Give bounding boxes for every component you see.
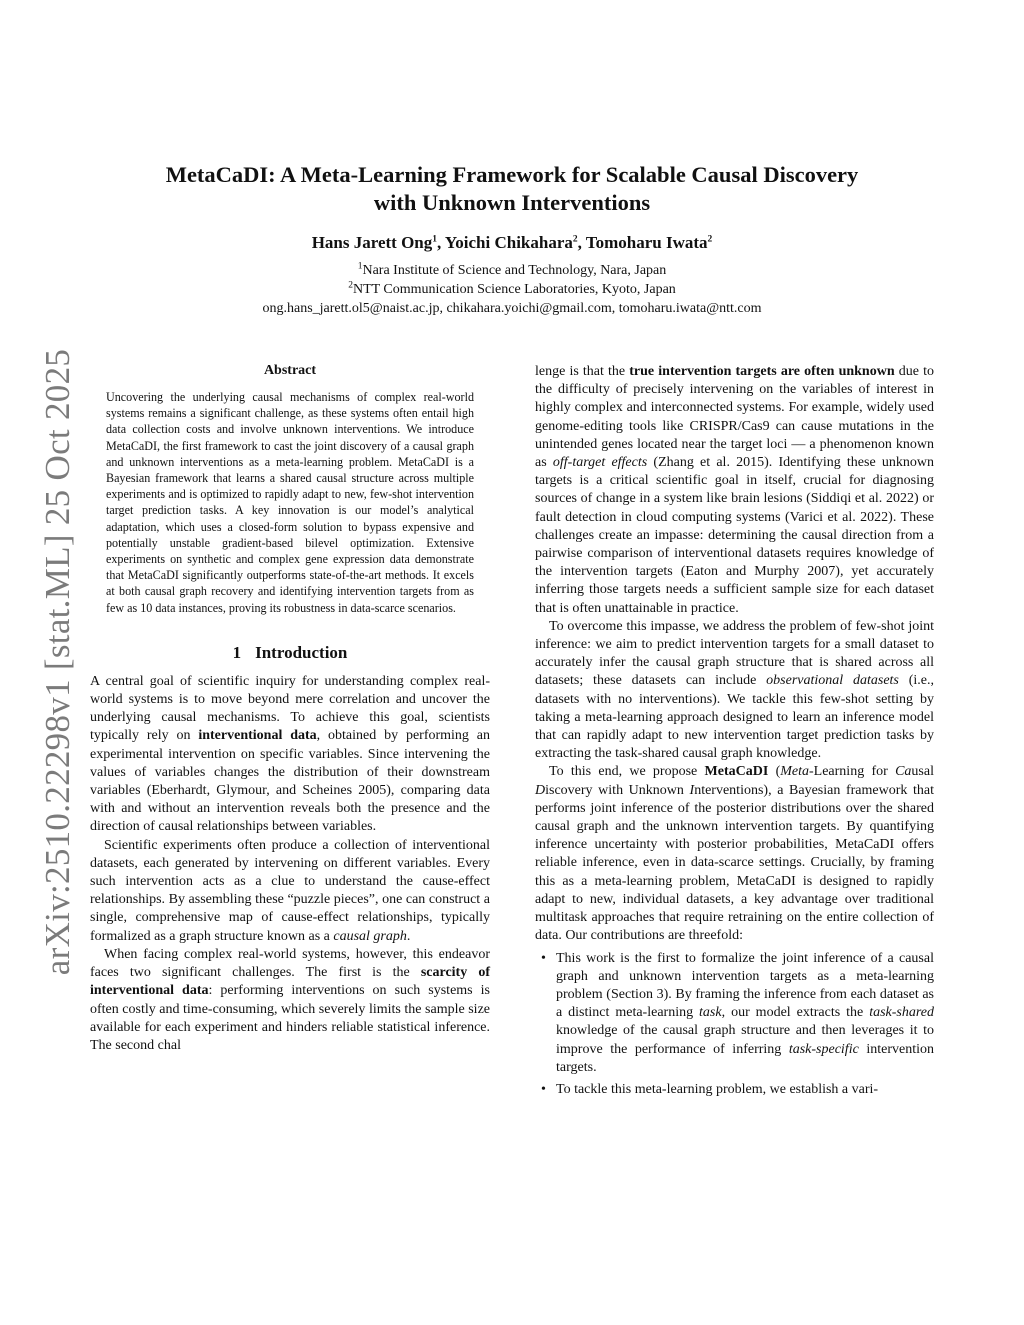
text-run: .: [406, 928, 411, 944]
text-run: usal: [911, 764, 934, 780]
text-run: This work is the first to formalize the joint inference of a causal graph and unknown intervention targets as a meta-learning problem (Section 3). By framing the inference from each dataset as a distinct meta-learning: [556, 950, 934, 1021]
section-number: 1: [232, 642, 242, 662]
author-emails: ong.hans_jarett.ol5@naist.ac.jp, chikahara.yoichi@gmail.com, tomoharu.iwata@ntt.com: [262, 301, 762, 316]
arxiv-identifier-stamp: arXiv:2510.22298v1 [stat.ML] 25 Oct 2025: [38, 348, 77, 976]
author-list: [120, 233, 904, 253]
paper-title-line-2: with Unknown Interventions: [373, 190, 651, 215]
list-item: [556, 1081, 934, 1099]
affiliation-line: [120, 280, 904, 299]
paragraph-continuation: [535, 363, 934, 618]
text-run: (: [768, 764, 781, 780]
text-run: To tackle this meta-learning problem, we establish a vari-: [556, 1081, 879, 1097]
abstract-heading: Abstract: [263, 363, 317, 378]
text-run: (Zhang et al. 2015). Identifying these unknown targets is a critical scientific goal in itself, crucial for diagnosing sources of change in a system like brain lesions (Siddiqi et al. 2022) or fault detection in cloud computing systems (Varici et al. 2022). These challenges create an impasse: determining the causal direction from a pairwise comparison of interventional datasets requires knowledge of the intervention targets (Eaton and Murphy 2007), yet accurately inferring those targets needs a sufficient sample size for each dataset that is often unattainable in practice.: [535, 455, 934, 616]
text-run: lenge is that the: [535, 364, 630, 379]
affiliation-line: [120, 261, 904, 280]
author-name: Yoichi Chikahara: [444, 233, 573, 252]
author-affiliation-mark: 2: [707, 234, 713, 245]
paragraph: [90, 946, 490, 1055]
text-run: A central goal of scientific inquiry for understanding complex real-world systems is to move beyond mere correlation and uncover the underlying causal mechanisms. To achieve this goal, scientists typically rely on: [90, 673, 490, 744]
bold-term: scarcity of interventional data: [90, 965, 490, 999]
affiliation-text: Nara Institute of Science and Technology, Nara, Japan: [362, 263, 667, 278]
introduction-body-left: [90, 673, 490, 1055]
list-item: [556, 950, 934, 1077]
paragraph: [90, 673, 490, 837]
italic-term: Meta: [780, 764, 809, 780]
author-affiliation-mark: 1: [432, 234, 438, 245]
affiliation-mark: 1: [357, 261, 363, 272]
italic-term: I: [689, 782, 695, 798]
text-run: intervention targets.: [556, 1041, 934, 1075]
right-column: [535, 363, 934, 1099]
affiliation-block: [120, 261, 904, 318]
affiliation-mark: 2: [348, 280, 353, 291]
affiliation-text: NTT Communication Science Laboratories, Kyoto, Japan: [352, 282, 676, 297]
italic-term: observational datasets: [766, 673, 899, 689]
text-run: , our model extracts the: [721, 1005, 870, 1021]
bold-term: true intervention targets are often unknown: [629, 364, 895, 379]
left-column: [90, 363, 490, 1055]
author-separator: ,: [437, 233, 445, 252]
text-run: To overcome this impasse, we address the problem of few-shot joint inference: we aim to predict intervention targets for a small dataset to accurately infer the causal graph structure that is shared across all datasets; these datasets can include: [535, 618, 934, 689]
italic-term: task: [699, 1005, 722, 1021]
paragraph: [535, 763, 934, 945]
paper-title: [120, 161, 904, 217]
italic-term: task-specific: [788, 1041, 859, 1057]
author-affiliation-mark: 2: [572, 234, 578, 245]
text-run: due to the difficulty of precisely intervening on the variables of interest in highly complex and interconnected systems. For example, widely used genome-editing tools like CRISPR/Cas9 can cause mutations in the unintended genes located near the target loci — a phenomenon known as: [535, 364, 934, 471]
italic-term: task-shared: [869, 1005, 934, 1021]
text-run: Scientific experiments often produce a collection of interventional datasets, each generated by intervening on different variables. Every such intervention acts as a clue to understand the cause-effect relationships. By assembling these “puzzle pieces”, one can construct a single, comprehensive map of cause-effect relationships, typically formalized as a graph structure known as a: [90, 837, 490, 944]
author-name: Tomoharu Iwata: [585, 233, 708, 252]
paragraph: [90, 837, 490, 946]
text-run: To this end, we propose: [549, 764, 705, 780]
italic-term: off-target effects: [552, 455, 648, 471]
introduction-body-right: [535, 363, 934, 1099]
text-run: iscovery with Unknown: [545, 782, 690, 798]
section-title: Introduction: [255, 642, 348, 662]
abstract-text: Uncovering the underlying causal mechanisms of complex real-world systems remains a significant challenge, as these systems often entail high data collection costs and involve unknown interventions. We introduce MetaCaDI, the first framework to cast the joint discovery of a causal graph and unknown interventions as a meta-learning problem. MetaCaDI is a Bayesian framework that learns a shared causal structure across multiple experiments and is optimized to rapidly adapt to new, few-shot intervention target prediction tasks. A key innovation is our model’s analytical adaptation, which uses a closed-form solution to bypass expensive and potentially unstable gradient-based bilevel optimization. Extensive experiments on synthetic and complex gene expression data demonstrate that MetaCaDI significantly outperforms state-of-the-art methods. It excels at both causal graph recovery and identifying intervention targets from as few as 10 data instances, proving its robustness in data-scarce scenarios.: [106, 390, 474, 615]
italic-term: causal graph: [333, 928, 407, 944]
bold-term: MetaCaDI: [704, 764, 769, 780]
contribution-list: [535, 950, 934, 1100]
paragraph: [535, 618, 934, 764]
section-heading-introduction: [90, 643, 490, 663]
text-run: When facing complex real-world systems, however, this endeavor faces two significant challenges. The first is the: [90, 946, 490, 981]
text-run: nterventions), a Bayesian framework that performs joint inference of the posterior distributions over the shared causal graph and the unknown intervention targets. By quantifying inference uncertainty with posterior probabilities, MetaCaDI offers reliable inference, even in data-scarce settings. Crucially, by framing this as a meta-learning problem, MetaCaDI is designed to rapidly adapt to new, individual datasets, a key advantage over traditional multitask approaches that require retraining on the entire collection of data. Our contributions are threefold:: [535, 782, 934, 944]
text-run: , obtained by performing an experimental intervention on specific variables. Since intervening the values of variables changes the distribution of their downstream variables (Eberhardt, Glymour, and Scheines 2005), comparing data with and without an intervention reveals both the presence and the direction of causal relationships between variables.: [90, 728, 490, 835]
italic-term: Ca: [895, 764, 912, 780]
text-run: knowledge of the causal graph structure and then leverages it to improve the performance of inferring: [556, 1023, 934, 1057]
text-run: : performing interventions on such systems is often costly and time-consuming, which severely limits the sample size available for each experiment and hinders reliable statistical inference. The second chal: [90, 983, 490, 1053]
author-name: Hans Jarett Ong: [311, 233, 433, 252]
text-run: (i.e., datasets with no interventions). We tackle this few-shot setting by taking a meta-learning approach designed to learn an inference model that can rapidly adapt to new intervention target prediction tasks by extracting the task-shared causal graph knowledge.: [535, 673, 934, 762]
bold-term: interventional data: [198, 728, 317, 744]
author-separator: ,: [577, 233, 586, 252]
text-run: -Learning for: [809, 764, 896, 780]
italic-term: D: [535, 782, 546, 798]
paper-title-line-1: MetaCaDI: A Meta-Learning Framework for Scalable Causal Discovery: [165, 162, 859, 187]
